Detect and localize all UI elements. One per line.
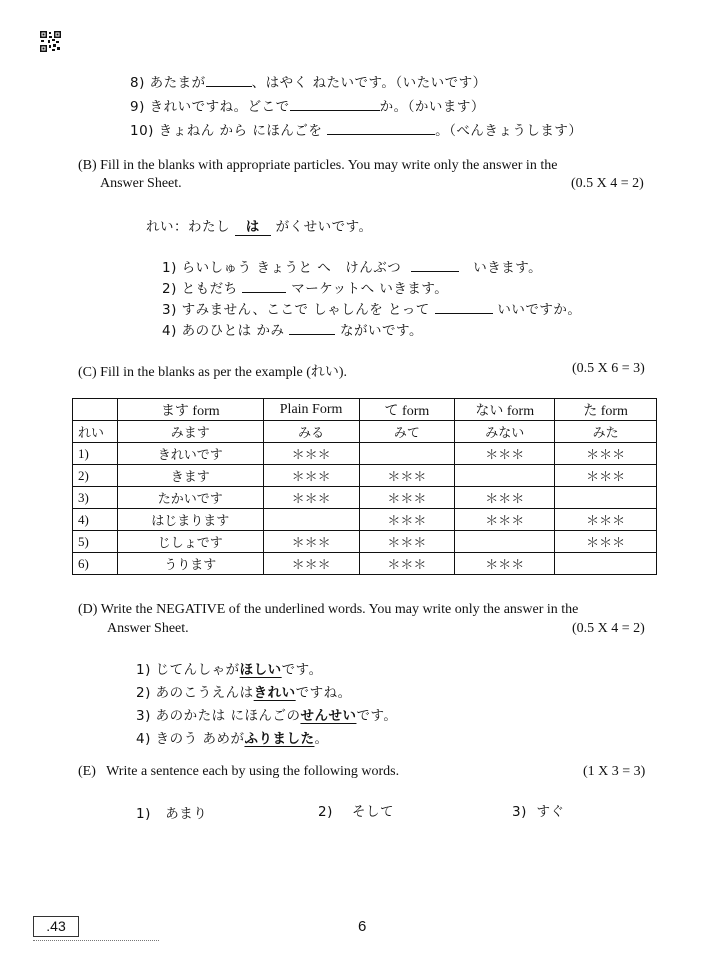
table-cell xyxy=(455,465,555,487)
table-cell: ＊＊＊ xyxy=(455,487,555,509)
table-cell: ＊＊＊ xyxy=(359,487,455,509)
section-e-instruction: (E) Write a sentence each by using the following words. xyxy=(78,764,400,779)
table-header-cell: て form xyxy=(359,399,455,421)
table-header-cell: ない form xyxy=(455,399,555,421)
table-cell: きます xyxy=(117,465,263,487)
table-cell xyxy=(359,443,455,465)
table-cell: ＊＊＊ xyxy=(555,531,657,553)
table-cell: ＊＊＊ xyxy=(555,443,657,465)
table-row xyxy=(73,553,657,575)
table-cell: みた xyxy=(555,421,657,443)
table-cell: 5) xyxy=(73,531,118,553)
table-cell: ＊＊＊ xyxy=(263,553,359,575)
section-e-marks: (1 X 3 = 3) xyxy=(583,764,646,779)
verb-forms-table xyxy=(72,398,657,575)
table-cell: 6) xyxy=(73,553,118,575)
table-cell: ＊＊＊ xyxy=(263,531,359,553)
table-cell: ＊＊＊ xyxy=(455,443,555,465)
table-row xyxy=(73,465,657,487)
table-cell: 2) xyxy=(73,465,118,487)
table-cell xyxy=(263,509,359,531)
table-cell: ＊＊＊ xyxy=(555,465,657,487)
section-b-item-2: 2) ともだち マーケットへ いきます。 xyxy=(162,281,449,297)
table-cell: みます xyxy=(117,421,263,443)
table-cell: みる xyxy=(263,421,359,443)
table-cell: ＊＊＊ xyxy=(359,509,455,531)
section-d-instruction: (D) Write the NEGATIVE of the underlined words. You may write only the answer in the xyxy=(78,602,579,617)
table-cell: 3) xyxy=(73,487,118,509)
table-row xyxy=(73,509,657,531)
table-cell: みて xyxy=(359,421,455,443)
table-cell: うります xyxy=(117,553,263,575)
section-d-instruction-line2: Answer Sheet. xyxy=(107,621,189,636)
table-row xyxy=(73,487,657,509)
table-cell: はじまります xyxy=(117,509,263,531)
table-cell: ＊＊＊ xyxy=(359,553,455,575)
paper-code-box: .43 xyxy=(33,916,79,937)
table-cell: ＊＊＊ xyxy=(263,487,359,509)
section-b-instruction-line2: Answer Sheet. xyxy=(100,176,182,191)
table-cell: みない xyxy=(455,421,555,443)
section-b-item-4: 4) あのひとは かみ ながいです。 xyxy=(162,323,423,339)
section-b-item-1: 1) らいしゅう きょうと へ けんぶつ いきます。 xyxy=(162,260,543,276)
section-b-instruction: (B) Fill in the blanks with appropriate particles. You may write only the answer in the xyxy=(78,158,558,173)
table-header-cell: Plain Form xyxy=(263,399,359,421)
table-cell: ＊＊＊ xyxy=(359,531,455,553)
table-cell: 1) xyxy=(73,443,118,465)
table-header-cell xyxy=(73,399,118,421)
table-cell: ＊＊＊ xyxy=(359,465,455,487)
section-d-item-4: 4) きのう あめがふりました。 xyxy=(136,731,329,747)
question-9: 9) きれいですね。どこで か。（かいます） xyxy=(130,99,485,115)
table-header-cell: た form xyxy=(555,399,657,421)
section-c-marks: (0.5 X 6 = 3) xyxy=(572,361,645,376)
qr-code-icon xyxy=(40,31,61,52)
table-cell: きれいです xyxy=(117,443,263,465)
table-cell: ＊＊＊ xyxy=(555,509,657,531)
section-b-example: れい：わたし は がくせいです。 xyxy=(146,215,373,236)
table-row xyxy=(73,421,657,443)
table-row xyxy=(73,443,657,465)
section-e-word-1: 1) あまり xyxy=(136,806,208,822)
page-number: 6 xyxy=(358,918,367,935)
table-cell: れい xyxy=(73,421,118,443)
section-b-marks: (0.5 X 4 = 2) xyxy=(571,176,644,191)
table-cell: じしょです xyxy=(117,531,263,553)
question-8: 8) あたまが 、はやく ねたいです。（いたいです） xyxy=(130,75,487,91)
table-cell: ＊＊＊ xyxy=(263,465,359,487)
section-d-marks: (0.5 X 4 = 2) xyxy=(572,621,645,636)
section-b-item-3: 3) すみません、ここで しゃしんを とって いいですか。 xyxy=(162,302,582,318)
section-c-instruction: (C) Fill in the blanks as per the example (れい). xyxy=(78,365,348,380)
section-d-item-2: 2) あのこうえんはきれいですね。 xyxy=(136,685,352,701)
table-header-cell: ます form xyxy=(117,399,263,421)
footer-rule xyxy=(33,940,159,941)
table-cell: たかいです xyxy=(117,487,263,509)
table-cell xyxy=(555,487,657,509)
table-cell xyxy=(455,531,555,553)
table-cell xyxy=(555,553,657,575)
question-10: 10) きょねん から にほんごを 。（べんきょうします） xyxy=(130,123,583,139)
section-d-item-3: 3) あのかたは にほんごのせんせいです。 xyxy=(136,708,398,724)
table-cell: ＊＊＊ xyxy=(455,553,555,575)
section-d-item-1: 1) じてんしゃがほしいです。 xyxy=(136,662,323,678)
table-cell: ＊＊＊ xyxy=(455,509,555,531)
section-e-word-2: 2) そして xyxy=(318,804,395,820)
table-row xyxy=(73,531,657,553)
table-cell: ＊＊＊ xyxy=(263,443,359,465)
table-cell: 4) xyxy=(73,509,118,531)
table-header-row xyxy=(73,399,657,421)
section-e-word-3: 3) すぐ xyxy=(512,804,565,820)
